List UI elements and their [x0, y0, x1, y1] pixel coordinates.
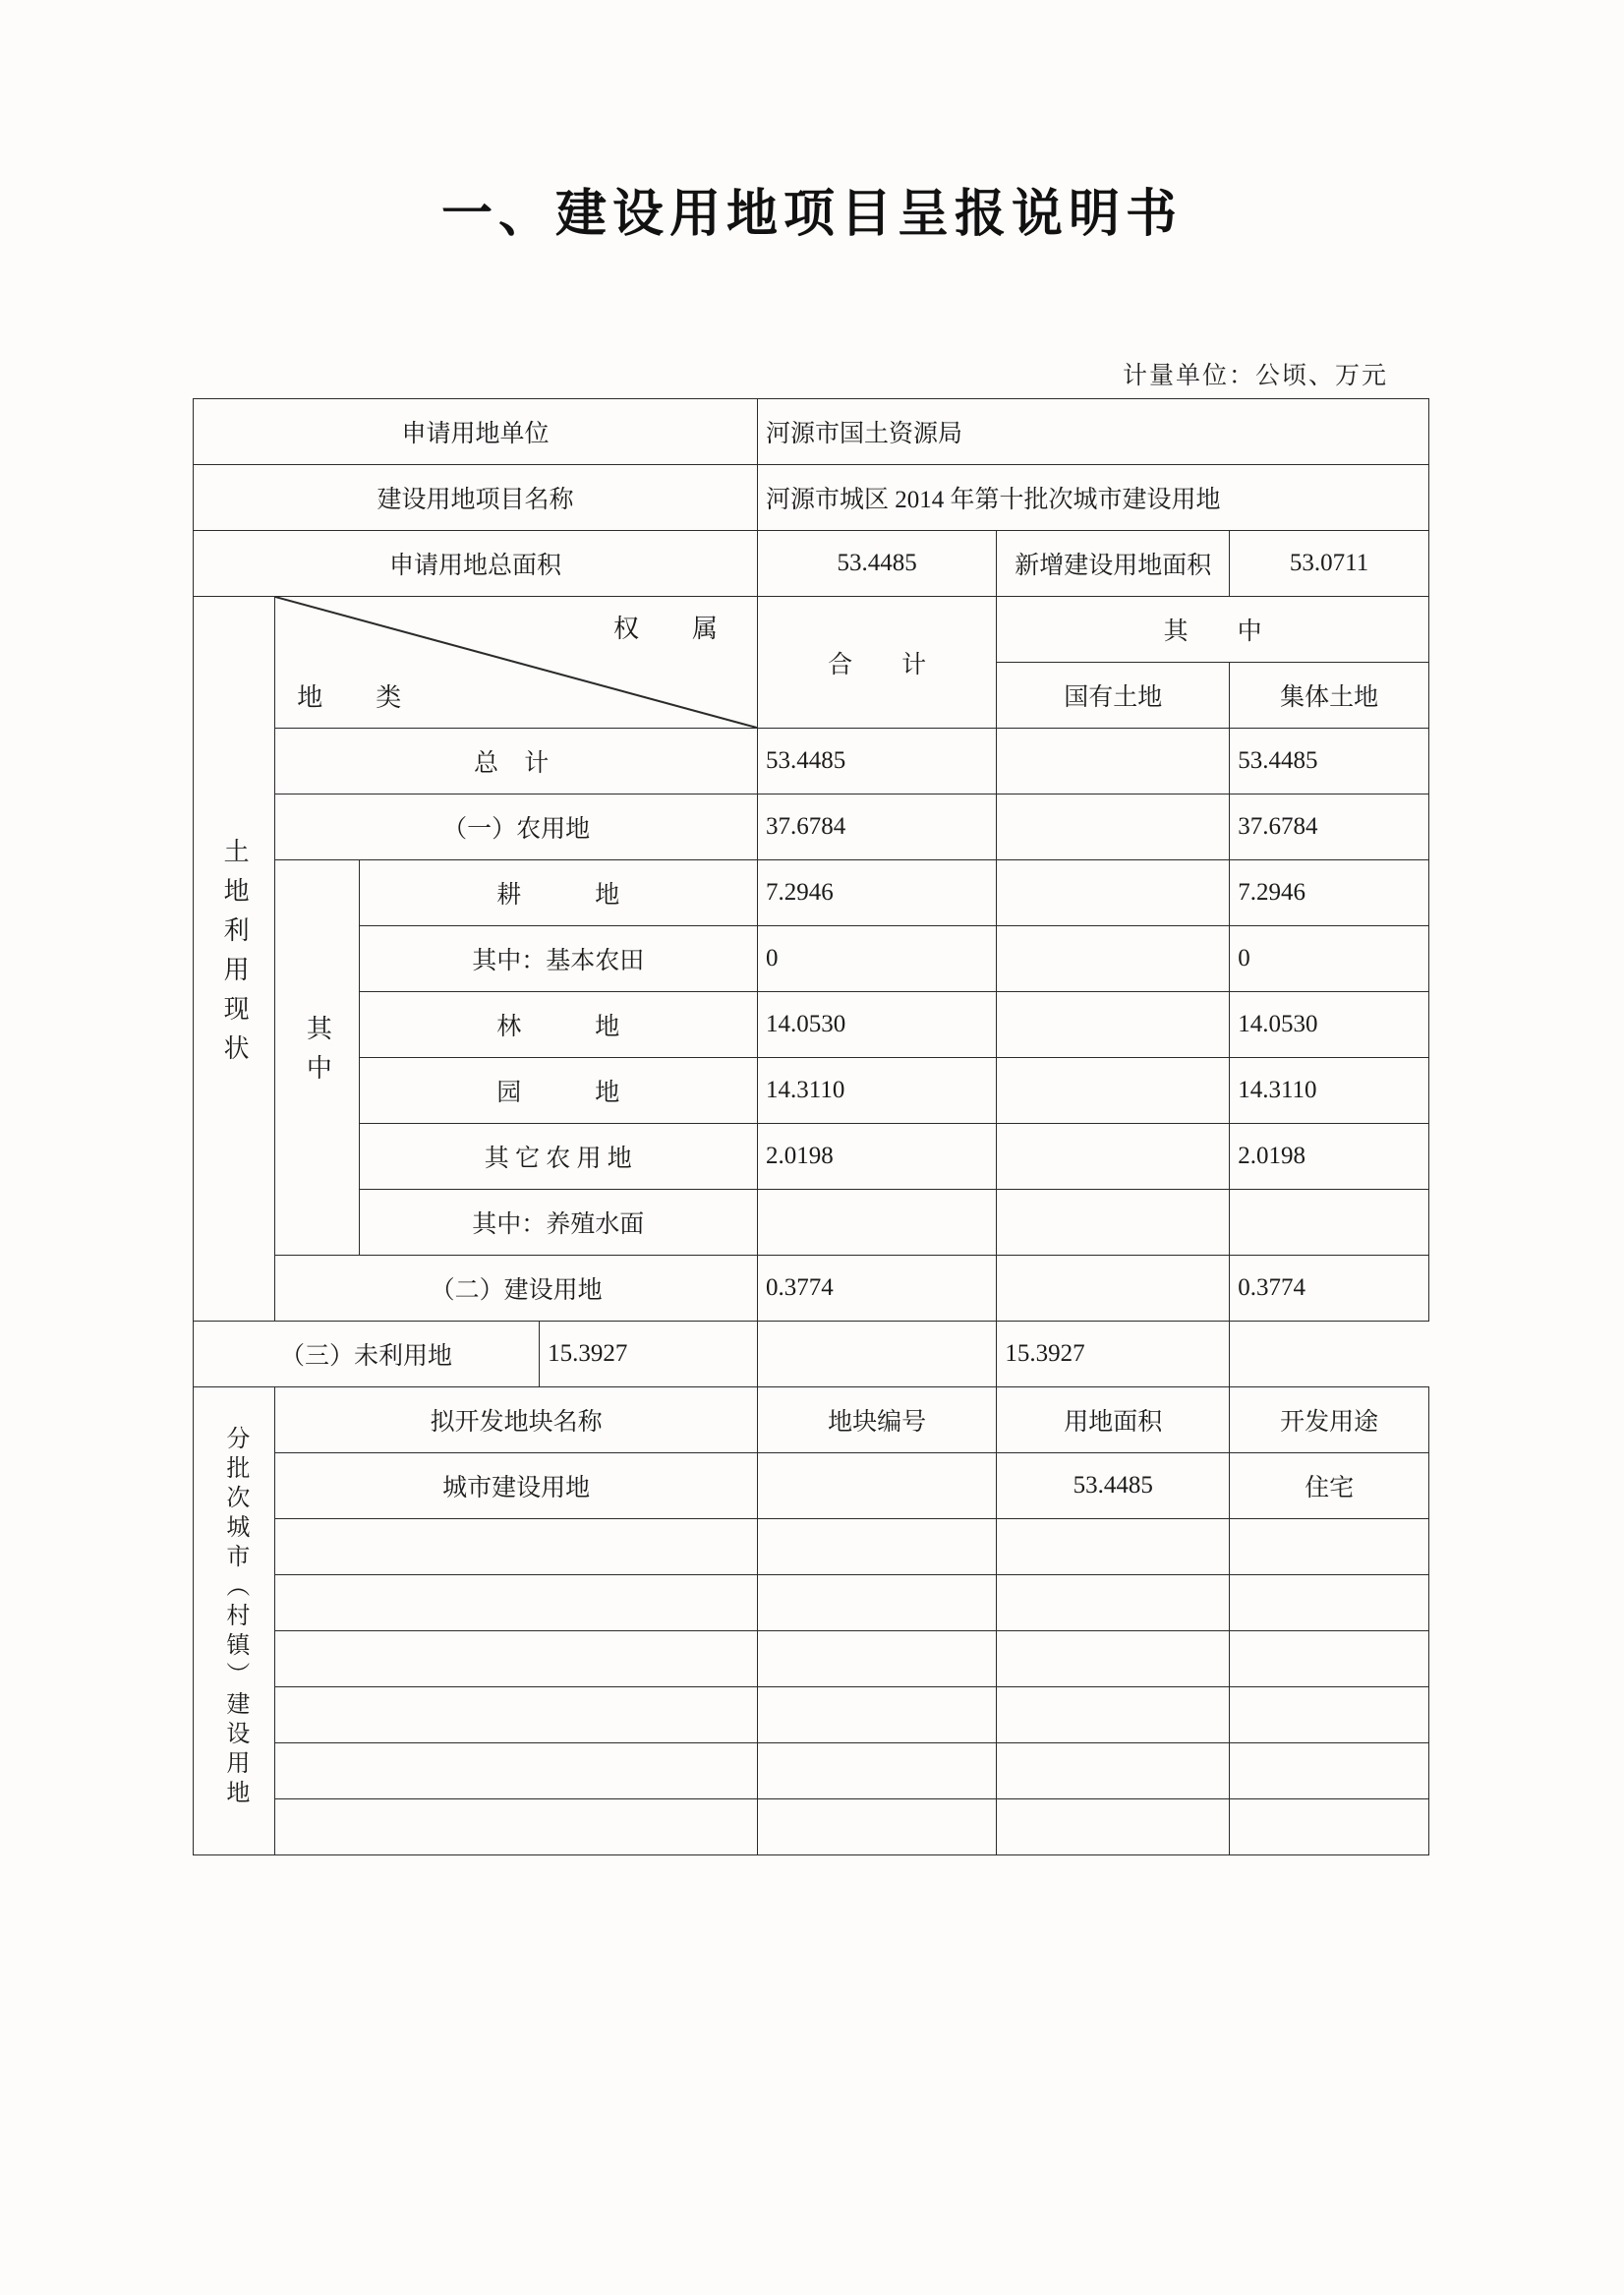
- land-row-label: 其中：基本农田: [359, 926, 757, 992]
- value-total-area: 53.4485: [758, 531, 997, 597]
- batch-cell-use: [1230, 1519, 1429, 1575]
- table-row-cultivated-land: [194, 860, 1429, 926]
- land-row-collective: 14.3110: [1230, 1058, 1429, 1124]
- batch-cell-area: 53.4485: [997, 1453, 1230, 1519]
- table-row-basic-farmland: [194, 926, 1429, 992]
- land-row-total: 2.0198: [758, 1124, 997, 1190]
- subsection-label-among: 其中: [275, 860, 359, 1256]
- batch-table-row: [194, 1743, 1429, 1799]
- table-row-area-summary: [194, 531, 1429, 597]
- batch-cell-name: [275, 1631, 758, 1687]
- land-row-state: [997, 729, 1230, 794]
- measurement-unit-note: 计量单位：公顷、万元: [1122, 363, 1388, 389]
- land-row-collective: 37.6784: [1230, 794, 1429, 860]
- matrix-header-row-1: [194, 597, 1429, 663]
- batch-cell-name: [275, 1743, 758, 1799]
- section-label-batch-city-land: 分批次城市（村镇）建设用地: [194, 1387, 275, 1855]
- land-row-label: （二）建设用地: [275, 1256, 758, 1322]
- land-row-label: 其中：养殖水面: [359, 1190, 757, 1256]
- batch-cell-area: [997, 1743, 1230, 1799]
- batch-cell-code: [758, 1687, 997, 1743]
- batch-table-row: [194, 1519, 1429, 1575]
- batch-table-row-last: [194, 1799, 1429, 1855]
- land-row-collective: 53.4485: [1230, 729, 1429, 794]
- land-row-collective: 14.0530: [1230, 992, 1429, 1058]
- land-row-state: [997, 794, 1230, 860]
- land-row-state: [997, 992, 1230, 1058]
- land-row-collective: 15.3927: [997, 1322, 1230, 1387]
- land-row-label: 林 地: [359, 992, 757, 1058]
- land-row-collective: 0: [1230, 926, 1429, 992]
- batch-table-row: [194, 1453, 1429, 1519]
- batch-table-header-row: [194, 1387, 1429, 1453]
- batch-cell-area: [997, 1631, 1230, 1687]
- batch-table-row: [194, 1631, 1429, 1687]
- land-row-label: 园 地: [359, 1058, 757, 1124]
- batch-cell-area: [997, 1575, 1230, 1631]
- batch-cell-code: [758, 1453, 997, 1519]
- table-row-applicant: [194, 399, 1429, 465]
- table-row-unused-land: [194, 1322, 1429, 1387]
- table-row-aquaculture-surface: [194, 1190, 1429, 1256]
- land-row-label: 耕 地: [359, 860, 757, 926]
- value-project-name: 河源市城区 2014 年第十批次城市建设用地: [758, 465, 1429, 531]
- batch-cell-area: [997, 1519, 1230, 1575]
- batch-cell-use: [1230, 1687, 1429, 1743]
- table-row-forest-land: [194, 992, 1429, 1058]
- batch-table-row: [194, 1687, 1429, 1743]
- table-row-land-total: [194, 729, 1429, 794]
- land-row-state: [997, 1058, 1230, 1124]
- batch-cell-use: 住宅: [1230, 1453, 1429, 1519]
- batch-header-plot-name: 拟开发地块名称: [275, 1387, 758, 1453]
- label-new-construction-area: 新增建设用地面积: [997, 531, 1230, 597]
- batch-cell-name: [275, 1519, 758, 1575]
- header-total: 合 计: [758, 597, 997, 729]
- value-new-construction-area: 53.0711: [1230, 531, 1429, 597]
- land-row-total: 14.0530: [758, 992, 997, 1058]
- land-row-collective: 2.0198: [1230, 1124, 1429, 1190]
- land-row-total: 15.3927: [540, 1322, 758, 1387]
- land-row-total: 7.2946: [758, 860, 997, 926]
- batch-cell-use: [1230, 1743, 1429, 1799]
- land-application-table: [193, 398, 1429, 1855]
- batch-cell-use: [1230, 1631, 1429, 1687]
- land-row-total: 0: [758, 926, 997, 992]
- label-project-name: 建设用地项目名称: [194, 465, 758, 531]
- land-row-label: 总 计: [275, 729, 758, 794]
- label-applicant-unit: 申请用地单位: [194, 399, 758, 465]
- header-ownership: 权 属: [613, 615, 732, 643]
- batch-cell-code: [758, 1799, 997, 1855]
- batch-cell-name: [275, 1687, 758, 1743]
- batch-header-plot-area: 用地面积: [997, 1387, 1230, 1453]
- land-row-total: 0.3774: [758, 1256, 997, 1322]
- label-total-area: 申请用地总面积: [194, 531, 758, 597]
- land-row-total: 37.6784: [758, 794, 997, 860]
- header-collective-land: 集体土地: [1230, 663, 1429, 729]
- page-title: 一、建设用地项目呈报说明书: [440, 185, 1183, 244]
- land-row-label: 其 它 农 用 地: [359, 1124, 757, 1190]
- land-row-total: 14.3110: [758, 1058, 997, 1124]
- value-applicant-unit: 河源市国土资源局: [758, 399, 1429, 465]
- table-row-project-name: [194, 465, 1429, 531]
- batch-cell-name: [275, 1575, 758, 1631]
- land-row-state: [997, 1256, 1230, 1322]
- batch-header-plot-code: 地块编号: [758, 1387, 997, 1453]
- land-row-label: （三）未利用地: [194, 1322, 540, 1387]
- batch-cell-area: [997, 1687, 1230, 1743]
- land-row-label: （一）农用地: [275, 794, 758, 860]
- batch-table-row: [194, 1575, 1429, 1631]
- batch-cell-area: [997, 1799, 1230, 1855]
- land-row-state: [997, 860, 1230, 926]
- section-label-land-use-status: 土地利用现状: [194, 597, 275, 1322]
- batch-cell-code: [758, 1575, 997, 1631]
- header-landtype: 地 类: [297, 683, 416, 712]
- batch-cell-name: 城市建设用地: [275, 1453, 758, 1519]
- land-row-total: [758, 1190, 997, 1256]
- batch-cell-code: [758, 1519, 997, 1575]
- land-row-state: [997, 1124, 1230, 1190]
- table-row-garden-land: [194, 1058, 1429, 1124]
- table-row-other-agricultural-land: [194, 1124, 1429, 1190]
- land-row-state: [997, 1190, 1230, 1256]
- batch-cell-use: [1230, 1575, 1429, 1631]
- batch-cell-code: [758, 1631, 997, 1687]
- land-row-state: [758, 1322, 997, 1387]
- batch-cell-name: [275, 1799, 758, 1855]
- batch-header-plot-use: 开发用途: [1230, 1387, 1429, 1453]
- table-row-agricultural-land: [194, 794, 1429, 860]
- batch-cell-use: [1230, 1799, 1429, 1855]
- batch-cell-code: [758, 1743, 997, 1799]
- header-among: 其 中: [997, 597, 1429, 663]
- land-row-collective: [1230, 1190, 1429, 1256]
- land-row-collective: 7.2946: [1230, 860, 1429, 926]
- ownership-landtype-diagonal-header: [275, 597, 758, 729]
- land-row-state: [997, 926, 1230, 992]
- land-row-collective: 0.3774: [1230, 1256, 1429, 1322]
- land-row-total: 53.4485: [758, 729, 997, 794]
- header-state-land: 国有土地: [997, 663, 1230, 729]
- table-row-construction-land: [194, 1256, 1429, 1322]
